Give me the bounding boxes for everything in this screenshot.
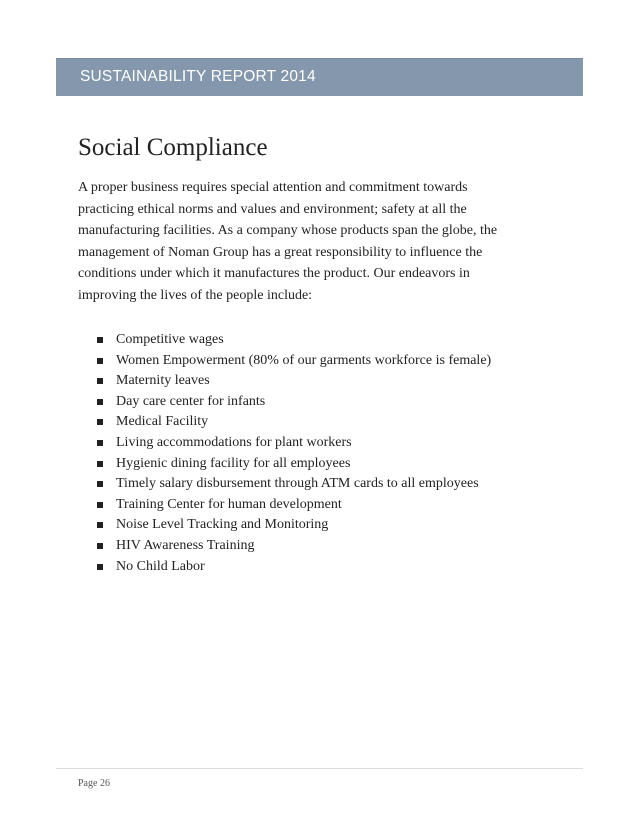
- intro-line: A proper business requires special attention and commitment towards: [78, 180, 468, 195]
- report-header-band: [56, 58, 583, 96]
- list-item: [95, 351, 491, 372]
- list-item: [95, 474, 491, 495]
- intro-paragraph: [78, 177, 548, 307]
- square-bullet-icon: [97, 419, 103, 425]
- list-item-text: Competitive wages: [116, 332, 224, 347]
- list-item: [95, 515, 491, 536]
- square-bullet-icon: [97, 461, 103, 467]
- intro-line: conditions under which it manufactures the product. Our endeavors in: [78, 266, 470, 282]
- list-item: [95, 433, 491, 454]
- list-item-text: Women Empowerment (80% of our garments workforce is female): [116, 352, 492, 368]
- list-item-text: Medical Facility: [116, 414, 209, 430]
- list-item-text: Timely salary disbursement through ATM cards to all employees: [116, 476, 479, 492]
- square-bullet-icon: [97, 522, 103, 528]
- square-bullet-icon: [97, 337, 103, 343]
- list-item: [95, 495, 491, 516]
- square-bullet-icon: [97, 481, 103, 487]
- square-bullet-icon: [97, 502, 103, 508]
- list-item-text: No Child Labor: [116, 558, 205, 574]
- intro-line: management of Noman Group has a great responsibility to influence the: [78, 244, 483, 260]
- list-item-text: Hygienic dining facility for all employees: [116, 455, 351, 471]
- list-item: [95, 557, 491, 578]
- square-bullet-icon: [97, 399, 103, 405]
- footer-divider: [56, 768, 583, 769]
- list-item: [95, 371, 491, 392]
- intro-line: practicing ethical norms and values and environment; safety at all the: [78, 201, 467, 217]
- list-item: [95, 536, 491, 557]
- list-item-text: Day care center for infants: [116, 393, 266, 409]
- list-item: [95, 330, 491, 351]
- square-bullet-icon: [97, 378, 103, 384]
- list-item-text: Training Center for human development: [116, 496, 342, 512]
- list-item: [95, 412, 491, 433]
- intro-line: manufacturing facilities. As a company whose products span the globe, the: [78, 223, 498, 239]
- list-item: [95, 392, 491, 413]
- list-item-text: Maternity leaves: [116, 373, 210, 389]
- square-bullet-icon: [97, 358, 103, 364]
- list-item-text: HIV Awareness Training: [116, 537, 255, 553]
- list-item-text: Noise Level Tracking and Monitoring: [116, 517, 329, 533]
- initiatives-list: [95, 330, 491, 577]
- report-title: SUSTAINABILITY REPORT 2014: [80, 68, 316, 85]
- page-number: Page 26: [78, 778, 110, 789]
- square-bullet-icon: [97, 564, 103, 570]
- list-item: [95, 454, 491, 475]
- intro-line: improving the lives of the people include:: [78, 287, 313, 303]
- square-bullet-icon: [97, 440, 103, 446]
- section-title: Social Compliance: [78, 134, 268, 161]
- list-item-text: Living accommodations for plant workers: [116, 434, 352, 450]
- square-bullet-icon: [97, 543, 103, 549]
